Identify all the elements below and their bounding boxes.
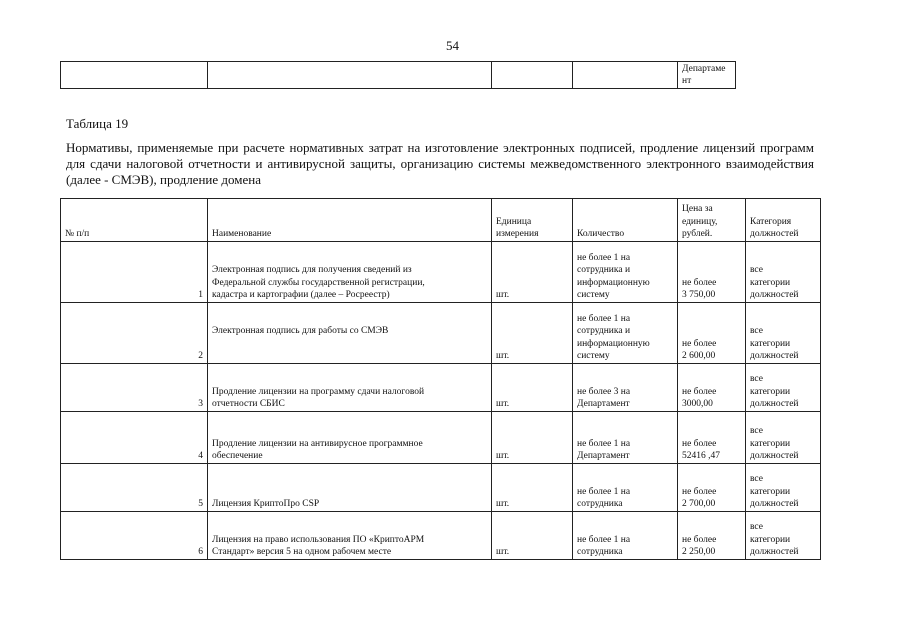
row-num: 6	[61, 512, 208, 560]
table-title: Нормативы, применяемые при расчете нормативных затрат на изготовление электронных подписей, продление лицензий программ для сдачи налоговой отчетности и антивирусной защиты, организацию системы межведомственного электронного взаимодействия (далее - СМЭВ), продление домена	[66, 140, 814, 187]
table-cell	[208, 62, 492, 89]
table-row	[61, 62, 736, 89]
row-price: не более 3000,00	[678, 364, 746, 412]
row-price: не более 52416 ,47	[678, 412, 746, 464]
row-name: Электронная подпись для получения сведений из Федеральной службы государственной регистрации, кадастра и картографии (далее – Росреестр)	[208, 242, 492, 303]
row-qty: не более 1 на сотрудника	[573, 464, 678, 512]
header-num: № п/п	[61, 199, 208, 242]
table-row	[61, 242, 821, 303]
header-qty: Количество	[573, 199, 678, 242]
row-qty: не более 3 на Департамент	[573, 364, 678, 412]
row-qty: не более 1 на сотрудника	[573, 512, 678, 560]
row-category: все категории должностей	[746, 412, 821, 464]
page-number: 54	[446, 38, 459, 53]
row-price: не более 2 250,00	[678, 512, 746, 560]
table-caption: Таблица 19	[66, 116, 129, 131]
header-price: Цена за единицу, рублей.	[678, 199, 746, 242]
row-unit: шт.	[492, 303, 573, 364]
row-price: не более 3 750,00	[678, 242, 746, 303]
row-category: все категории должностей	[746, 242, 821, 303]
row-category: все категории должностей	[746, 512, 821, 560]
row-qty: не более 1 на сотрудника и информационную систему	[573, 242, 678, 303]
row-name: Продление лицензии на программу сдачи налоговой отчетности СБИС	[208, 364, 492, 412]
row-qty: не более 1 на Департамент	[573, 412, 678, 464]
row-name: Электронная подпись для работы со СМЭВ	[208, 303, 492, 364]
row-qty: не более 1 на сотрудника и информационную систему	[573, 303, 678, 364]
table-row	[61, 303, 821, 364]
table-row	[61, 364, 821, 412]
table-cell	[492, 62, 573, 89]
row-num: 5	[61, 464, 208, 512]
row-num: 3	[61, 364, 208, 412]
row-category: все категории должностей	[746, 364, 821, 412]
row-num: 2	[61, 303, 208, 364]
norms-table	[60, 198, 821, 560]
header-category: Категория должностей	[746, 199, 821, 242]
table-header-row	[61, 199, 821, 242]
row-unit: шт.	[492, 412, 573, 464]
row-unit: шт.	[492, 464, 573, 512]
row-category: все категории должностей	[746, 303, 821, 364]
table-row	[61, 412, 821, 464]
row-unit: шт.	[492, 512, 573, 560]
row-category: все категории должностей	[746, 464, 821, 512]
row-price: не более 2 700,00	[678, 464, 746, 512]
row-num: 4	[61, 412, 208, 464]
continued-table-fragment	[60, 61, 736, 89]
table-row	[61, 512, 821, 560]
row-name: Лицензия КриптоПро CSP	[208, 464, 492, 512]
table-row	[61, 464, 821, 512]
table-cell	[61, 62, 208, 89]
row-num: 1	[61, 242, 208, 303]
header-name: Наименование	[208, 199, 492, 242]
header-unit: Единица измерения	[492, 199, 573, 242]
row-name: Продление лицензии на антивирусное программное обеспечение	[208, 412, 492, 464]
table-cell	[573, 62, 678, 89]
row-unit: шт.	[492, 364, 573, 412]
row-price: не более 2 600,00	[678, 303, 746, 364]
row-unit: шт.	[492, 242, 573, 303]
row-name: Лицензия на право использования ПО «КриптоАРМ Стандарт» версия 5 на одном рабочем месте	[208, 512, 492, 560]
table-cell: Департаме нт	[678, 62, 736, 89]
